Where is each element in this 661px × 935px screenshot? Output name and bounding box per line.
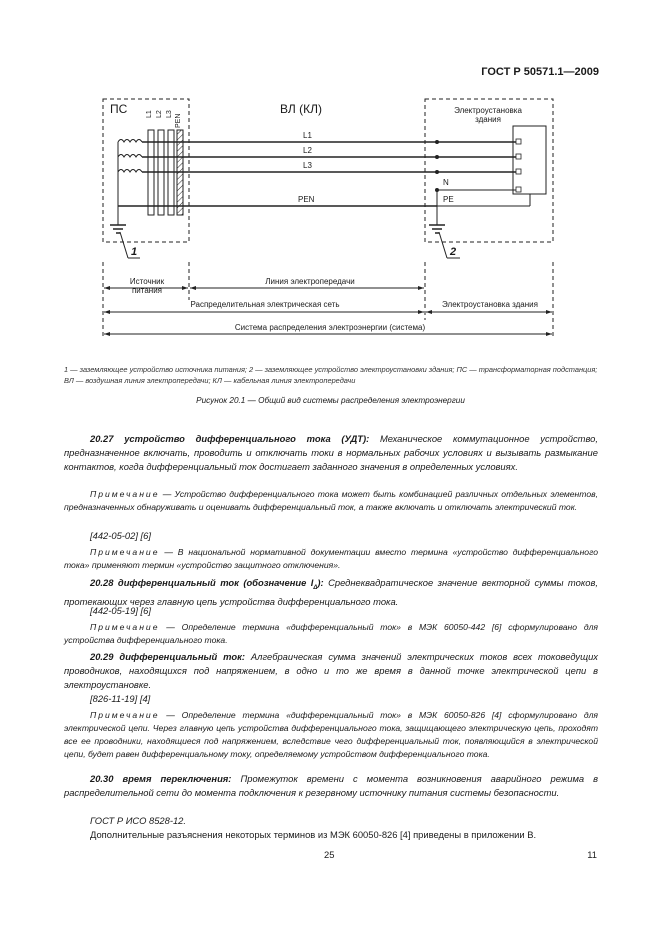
- reference: [442-05-02] [6]: [90, 530, 151, 541]
- note-text: — В национальной нормативной документации вместо термина «устройство дифференциального тока» применяют термин «устройство защитного отключения».: [64, 547, 598, 570]
- line-type-label: ВЛ (КЛ): [280, 102, 322, 116]
- note-20-29: [64, 709, 598, 761]
- transformer-winding-1: [118, 140, 142, 143]
- transformer-winding-3: [118, 170, 142, 173]
- ref-20-28: [64, 604, 598, 618]
- busbar-label-pen: PEN: [175, 113, 182, 128]
- term-20-28: 20.28 дифференциальный ток (обозначение $I_\Delta$):: [90, 577, 324, 591]
- section-20-27: [64, 432, 598, 474]
- note-word: Примечание: [90, 489, 160, 499]
- callout-1: 1: [131, 246, 138, 258]
- definition-20-29: Алгебраическая сумма значений электрических токов всех токоведущих проводников, находящихся под напряжением, в одно и то же время в данной точке электрической цепи в электроустановке.: [64, 651, 598, 690]
- definition-20-30: Промежуток времени с момента возникновения аварийного режима в распределительной сети до момента подключения к резервному источнику питания системы безопасности.: [64, 773, 599, 798]
- reference: [826-11-19] [4]: [90, 693, 151, 704]
- extra-text: Дополнительные разъяснения некоторых терминов из МЭК 60050-826 [4] приведены в приложении В.: [90, 829, 537, 840]
- reference: ГОСТ Р ИСО 8528-12.: [90, 815, 187, 826]
- substation-label: ПС: [110, 102, 128, 116]
- section-20-30: [64, 772, 598, 800]
- term-20-27: 20.27 устройство дифференциального тока (УДТ):: [90, 433, 370, 444]
- page-number-right: 11: [587, 849, 597, 860]
- dim-system: Система распределения электроэнергии (система): [234, 323, 426, 332]
- figure-legend: 1 — заземляющее устройство источника питания; 2 — заземляющее устройство электроустановки здания; ПС — трансформаторная подстанция; ВЛ — воздушная линия электропередачи; КЛ — кабельная линия электропередачи: [64, 365, 598, 385]
- dim-network: Распределительная электрическая сеть: [190, 300, 340, 309]
- definition-20-27: Механическое коммутационное устройство, предназначенное включать, проводить и отключать токи в нормальных рабочих условиях и вызывать размыкание контактов, когда дифференциальный ток достигает заданного значения в определенных условиях.: [64, 433, 598, 472]
- ref-20-27: [64, 529, 598, 543]
- ref-20-29: [64, 692, 598, 706]
- note-text: — Определение термина «дифференциальный ток» в МЭК 60050-826 [4] сформулировано для электрической цепи. Через главную цепь устройства дифференциального тока, защищающего электрическую цепь, проходят все ее проводники, находящиеся под напряжением, вследствие чего дифференциальный ток, появляющийся в электрической цепи, будет равен дифференциальному току, определяемому устройством дифференциального тока.: [64, 710, 599, 759]
- busbar-label-l3: L3: [166, 110, 173, 118]
- note-20-28: [64, 621, 598, 647]
- line-label-l1: L1: [303, 131, 312, 140]
- line-label-l2: L2: [303, 146, 312, 155]
- consumer-box: [513, 126, 546, 194]
- definition-20-28: Среднеквадратическое значение векторной суммы токов, протекающих через главную цепь устройства дифференциального тока.: [64, 577, 598, 607]
- reference: [442-05-19] [6]: [90, 605, 151, 616]
- note-20-27-1: [64, 488, 598, 514]
- figure-title: Рисунок 20.1 — Общий вид системы распределения электроэнергии: [196, 396, 465, 405]
- building-label: Электроустановка здания: [454, 106, 522, 124]
- term-20-29: 20.29 дифференциальный ток:: [90, 651, 245, 662]
- note-word: Примечание: [90, 710, 160, 720]
- page-number-center: 25: [324, 849, 335, 860]
- line-label-n: N: [443, 178, 449, 187]
- term-20-30: 20.30 время переключения:: [90, 773, 232, 784]
- note-word: Примечание: [90, 622, 160, 632]
- line-label-l3: L3: [303, 161, 312, 170]
- dim-building: Электроустановка здания: [442, 300, 538, 309]
- callout-2: 2: [450, 246, 457, 258]
- line-label-pe: PE: [443, 195, 454, 204]
- section-20-29: [64, 650, 598, 692]
- transformer-winding-2: [118, 155, 142, 158]
- note-word: Примечание: [90, 547, 160, 557]
- busbar-label-l1: L1: [146, 110, 153, 118]
- note-20-27-2: [64, 546, 598, 572]
- dim-line: Линия электропередачи: [265, 277, 355, 286]
- note-text: — Определение термина «дифференциальный ток» в МЭК 60050-442 [6] сформулировано для устройства дифференциального тока.: [64, 622, 599, 645]
- distribution-diagram: [0, 85, 661, 355]
- busbar-label-l2: L2: [156, 110, 163, 118]
- extra-paragraph: [64, 828, 598, 842]
- ref-20-30: [64, 814, 598, 828]
- note-text: — Устройство дифференциального тока может быть комбинацией различных отдельных элементов, предназначенных обнаруживать и оценивать дифференциальный ток, а также включать и отключать электрический ток.: [64, 489, 599, 512]
- line-label-pen: PEN: [298, 195, 315, 204]
- standard-header: ГОСТ Р 50571.1—2009: [481, 66, 599, 78]
- dim-source: Источник питания: [129, 277, 165, 295]
